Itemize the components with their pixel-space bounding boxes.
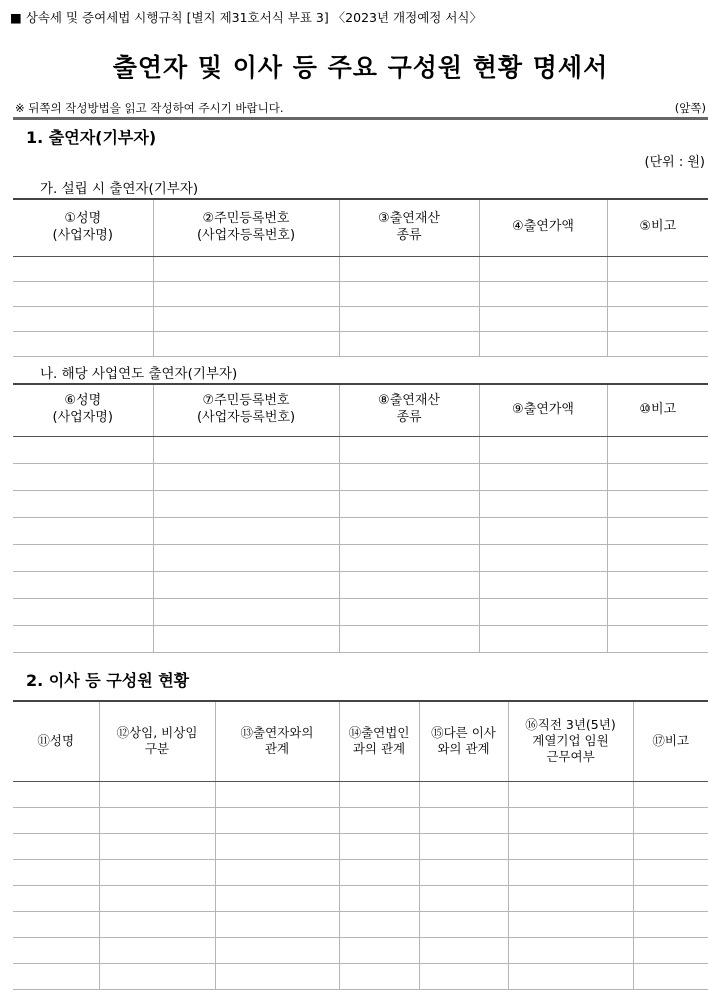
page-title: 출연자 및 이사 등 주요 구성원 현황 명세서 — [112, 53, 609, 82]
table-cell[interactable] — [153, 256, 339, 281]
table-row — [13, 306, 708, 331]
table-cell[interactable] — [339, 436, 479, 463]
table-cell[interactable] — [13, 911, 99, 937]
table-cell[interactable] — [419, 807, 508, 833]
table-cell[interactable] — [339, 781, 419, 807]
table-cell[interactable] — [13, 436, 153, 463]
table-cell[interactable] — [99, 963, 215, 989]
header-id-number: ⑦주민등록번호 (사업자등록번호) — [153, 384, 339, 436]
table-cell[interactable] — [633, 911, 708, 937]
table-cell[interactable] — [153, 544, 339, 571]
table-cell[interactable] — [339, 598, 479, 625]
table-cell[interactable] — [479, 544, 607, 571]
table-cell[interactable] — [607, 256, 708, 281]
table-cell[interactable] — [479, 463, 607, 490]
table-row — [13, 781, 708, 807]
table-cell[interactable] — [13, 331, 153, 356]
table-cell[interactable] — [607, 281, 708, 306]
page-side-label: (앞쪽) — [674, 101, 706, 115]
table-cell[interactable] — [13, 490, 153, 517]
table-row — [13, 463, 708, 490]
table-cell[interactable] — [607, 571, 708, 598]
header-fulltime-status: ⑫상임, 비상임 구분 — [99, 701, 215, 781]
table-cell[interactable] — [153, 331, 339, 356]
table-cell[interactable] — [508, 859, 633, 885]
table-row — [13, 256, 708, 281]
table-cell[interactable] — [607, 463, 708, 490]
header-asset-type: ③출연재산 종류 — [339, 199, 479, 256]
table-cell[interactable] — [339, 911, 419, 937]
table-cell[interactable] — [339, 833, 419, 859]
table-row — [13, 833, 708, 859]
table-cell[interactable] — [607, 331, 708, 356]
table-cell[interactable] — [339, 571, 479, 598]
table-cell[interactable] — [13, 625, 153, 652]
table-cell[interactable] — [153, 517, 339, 544]
header-id-number: ②주민등록번호 (사업자등록번호) — [153, 199, 339, 256]
table-cell[interactable] — [215, 833, 339, 859]
table-cell[interactable] — [153, 306, 339, 331]
table-cell[interactable] — [215, 963, 339, 989]
table-cell[interactable] — [607, 544, 708, 571]
table-row — [13, 963, 708, 989]
table-cell[interactable] — [419, 781, 508, 807]
header-amount: ⑨출연가액 — [479, 384, 607, 436]
table-cell[interactable] — [419, 937, 508, 963]
table-cell[interactable] — [508, 807, 633, 833]
table-cell[interactable] — [633, 833, 708, 859]
table-cell[interactable] — [99, 937, 215, 963]
table-cell[interactable] — [508, 833, 633, 859]
table-cell[interactable] — [215, 807, 339, 833]
table-cell[interactable] — [419, 885, 508, 911]
table-cell[interactable] — [339, 490, 479, 517]
table-row — [13, 937, 708, 963]
table-cell[interactable] — [13, 571, 153, 598]
table-cell[interactable] — [153, 490, 339, 517]
contributors-table — [13, 383, 708, 653]
table-cell[interactable] — [13, 598, 153, 625]
table-cell[interactable] — [339, 331, 479, 356]
title-divider — [13, 117, 708, 120]
section1-title: 1. 출연자(기부자) — [26, 128, 157, 147]
table-cell[interactable] — [215, 781, 339, 807]
table-cell[interactable] — [215, 937, 339, 963]
section1b-title: 나. 해당 사업연도 출연자(기부자) — [40, 366, 238, 382]
table-cell[interactable] — [607, 517, 708, 544]
table-cell[interactable] — [339, 544, 479, 571]
unit-label: (단위 : 원) — [644, 155, 705, 170]
table-row — [13, 625, 708, 652]
table-cell[interactable] — [339, 256, 479, 281]
header-name: ⑪성명 — [13, 701, 99, 781]
header-relation-corporation: ⑭출연법인 과의 관계 — [339, 701, 419, 781]
table-cell[interactable] — [508, 911, 633, 937]
section1a-title: 가. 설립 시 출연자(기부자) — [40, 181, 199, 197]
table-cell[interactable] — [607, 490, 708, 517]
table-cell[interactable] — [479, 256, 607, 281]
table-cell[interactable] — [153, 463, 339, 490]
table-cell[interactable] — [508, 963, 633, 989]
table-cell[interactable] — [633, 781, 708, 807]
table-cell[interactable] — [479, 306, 607, 331]
table-cell[interactable] — [13, 281, 153, 306]
table-cell[interactable] — [13, 937, 99, 963]
table-cell[interactable] — [339, 937, 419, 963]
table-cell[interactable] — [607, 625, 708, 652]
table-cell[interactable] — [13, 517, 153, 544]
header-name: ⑥성명 (사업자명) — [13, 384, 153, 436]
table-cell[interactable] — [339, 517, 479, 544]
table-cell[interactable] — [13, 544, 153, 571]
header-asset-type: ⑧출연재산 종류 — [339, 384, 479, 436]
directors-table — [13, 700, 708, 990]
table-cell[interactable] — [339, 463, 479, 490]
table-cell[interactable] — [13, 885, 99, 911]
table-cell[interactable] — [13, 859, 99, 885]
table-cell[interactable] — [153, 436, 339, 463]
table-cell[interactable] — [479, 517, 607, 544]
header-name: ①성명 (사업자명) — [13, 199, 153, 256]
header-remarks: ⑰비고 — [633, 701, 708, 781]
table-row — [13, 807, 708, 833]
table-cell[interactable] — [633, 807, 708, 833]
table-cell[interactable] — [508, 885, 633, 911]
table-cell[interactable] — [153, 598, 339, 625]
table-cell[interactable] — [508, 937, 633, 963]
header-remarks: ⑤비고 — [607, 199, 708, 256]
table-cell[interactable] — [479, 598, 607, 625]
table-cell[interactable] — [479, 331, 607, 356]
header-relation-contributor: ⑬출연자와의 관계 — [215, 701, 339, 781]
table-row — [13, 281, 708, 306]
table-cell[interactable] — [153, 281, 339, 306]
table-cell[interactable] — [13, 781, 99, 807]
header-remarks: ⑩비고 — [607, 384, 708, 436]
table-cell[interactable] — [607, 306, 708, 331]
table-cell[interactable] — [153, 625, 339, 652]
table-cell[interactable] — [633, 937, 708, 963]
table-cell[interactable] — [419, 911, 508, 937]
table-cell[interactable] — [419, 833, 508, 859]
table-cell[interactable] — [339, 963, 419, 989]
table-cell[interactable] — [13, 807, 99, 833]
header-amount: ④출연가액 — [479, 199, 607, 256]
table-cell[interactable] — [633, 859, 708, 885]
table-cell[interactable] — [479, 625, 607, 652]
table-cell[interactable] — [339, 807, 419, 833]
table-cell[interactable] — [13, 833, 99, 859]
table-cell[interactable] — [339, 625, 479, 652]
table-cell[interactable] — [339, 885, 419, 911]
table-row — [13, 885, 708, 911]
instruction-note: ※ 뒤쪽의 작성방법을 읽고 작성하여 주시기 바랍니다. — [15, 101, 284, 115]
table-cell[interactable] — [215, 859, 339, 885]
table-cell[interactable] — [13, 963, 99, 989]
table-cell[interactable] — [99, 859, 215, 885]
table-cell[interactable] — [479, 490, 607, 517]
table-cell[interactable] — [99, 911, 215, 937]
form-header: ■ 상속세 및 증여세법 시행규칙 [별지 제31호서식 부표 3] 〈2023년 개정예정 서식〉 — [10, 10, 482, 25]
table-row — [13, 436, 708, 463]
table-cell[interactable] — [633, 885, 708, 911]
table-cell[interactable] — [99, 885, 215, 911]
section2-title: 2. 이사 등 구성원 현황 — [26, 671, 190, 690]
table-cell[interactable] — [99, 781, 215, 807]
table-cell[interactable] — [339, 306, 479, 331]
table-cell[interactable] — [419, 859, 508, 885]
table-row — [13, 571, 708, 598]
table-cell[interactable] — [479, 436, 607, 463]
table-cell[interactable] — [99, 807, 215, 833]
table-cell[interactable] — [339, 281, 479, 306]
table-cell[interactable] — [508, 781, 633, 807]
table-cell[interactable] — [607, 598, 708, 625]
table-row — [13, 859, 708, 885]
table-cell[interactable] — [13, 463, 153, 490]
header-relation-directors: ⑮다른 이사 와의 관계 — [419, 701, 508, 781]
header-affiliate-employment: ⑯직전 3년(5년) 계열기업 임원 근무여부 — [508, 701, 633, 781]
table-row — [13, 490, 708, 517]
table-cell[interactable] — [607, 436, 708, 463]
table-cell[interactable] — [419, 963, 508, 989]
table-cell[interactable] — [479, 571, 607, 598]
table-cell[interactable] — [153, 571, 339, 598]
table-row — [13, 331, 708, 356]
table-cell[interactable] — [479, 281, 607, 306]
table-cell[interactable] — [13, 256, 153, 281]
table-cell[interactable] — [215, 911, 339, 937]
table-row — [13, 598, 708, 625]
table-row — [13, 517, 708, 544]
founders-table — [13, 198, 708, 357]
table-cell[interactable] — [13, 306, 153, 331]
table-cell[interactable] — [339, 859, 419, 885]
table-cell[interactable] — [99, 833, 215, 859]
table-cell[interactable] — [215, 885, 339, 911]
table-cell[interactable] — [633, 963, 708, 989]
table-row — [13, 911, 708, 937]
table-row — [13, 544, 708, 571]
